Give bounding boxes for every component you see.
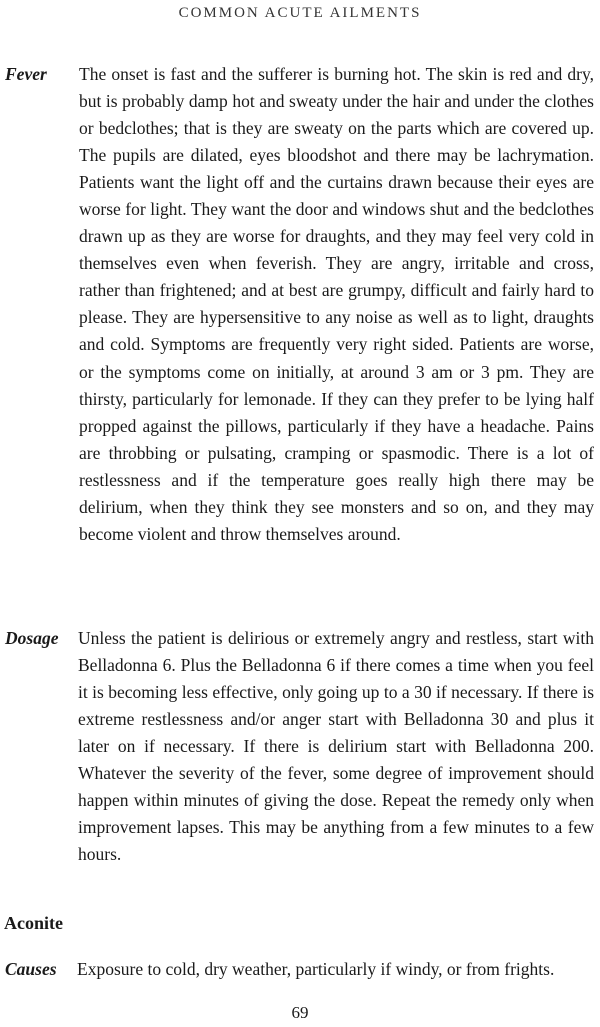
entry-label-causes: Causes: [5, 959, 57, 979]
entry-text-dosage: Unless the patient is delirious or extremely angry and restless, start with Belladonna 6. Plus the Belladonna 6 if there comes a time when you feel it is becoming less effective, only going up to a 30 if necessary. If there is extreme restlessness and/or anger start with Belladonna 30 and plus it later on if necessary. If there is delirium start with Belladonna 200. Whatever the severity of the fever, some degree of improvement should happen within minutes of giving the dose. Repeat the remedy only when improvement lapses. This may be anything from a few minutes to a few hours.: [78, 628, 594, 865]
entry-label-fever: Fever: [5, 64, 47, 84]
entry-text-causes: Exposure to cold, dry weather, particularly if windy, or from frights.: [77, 959, 555, 979]
entry-label-dosage: Dosage: [5, 628, 59, 648]
section-heading-aconite: Aconite: [4, 913, 63, 933]
page-number: 69: [291, 1003, 309, 1022]
running-head: COMMON ACUTE AILMENTS: [178, 5, 422, 21]
entry-text-fever: The onset is fast and the sufferer is burning hot. The skin is red and dry, but is probably damp hot and sweaty under the hair and under the clothes or bedclothes; that is they are sweaty on the parts which are covered up. The pupils are dilated, eyes bloodshot and there may be lachrymation. Patients want the light off and the curtains drawn because their eyes are worse for light. They want the door and windows shut and the bedclothes drawn up as they are worse for draughts, and they may feel very cold in themselves even when feverish. They are angry, irritable and cross, rather than frightened; and at best are grumpy, difficult and fairly hard to please. They are hypersensitive to any noise as well as to light, draughts and cold. Symptoms are frequently very right sided. Patients are worse, or the symptoms come on initially, at around 3 am or 3 pm. They are thirsty, particularly for lemonade. If they can they prefer to be lying half propped against the pillows, particularly if they have a headache. Pains are throbbing or pulsating, cramping or spasmodic. There is a lot of restlessness and if the temperature goes really high there may be delirium, when they think they see monsters and so on, and they may become violent and throw themselves around.: [79, 64, 594, 544]
